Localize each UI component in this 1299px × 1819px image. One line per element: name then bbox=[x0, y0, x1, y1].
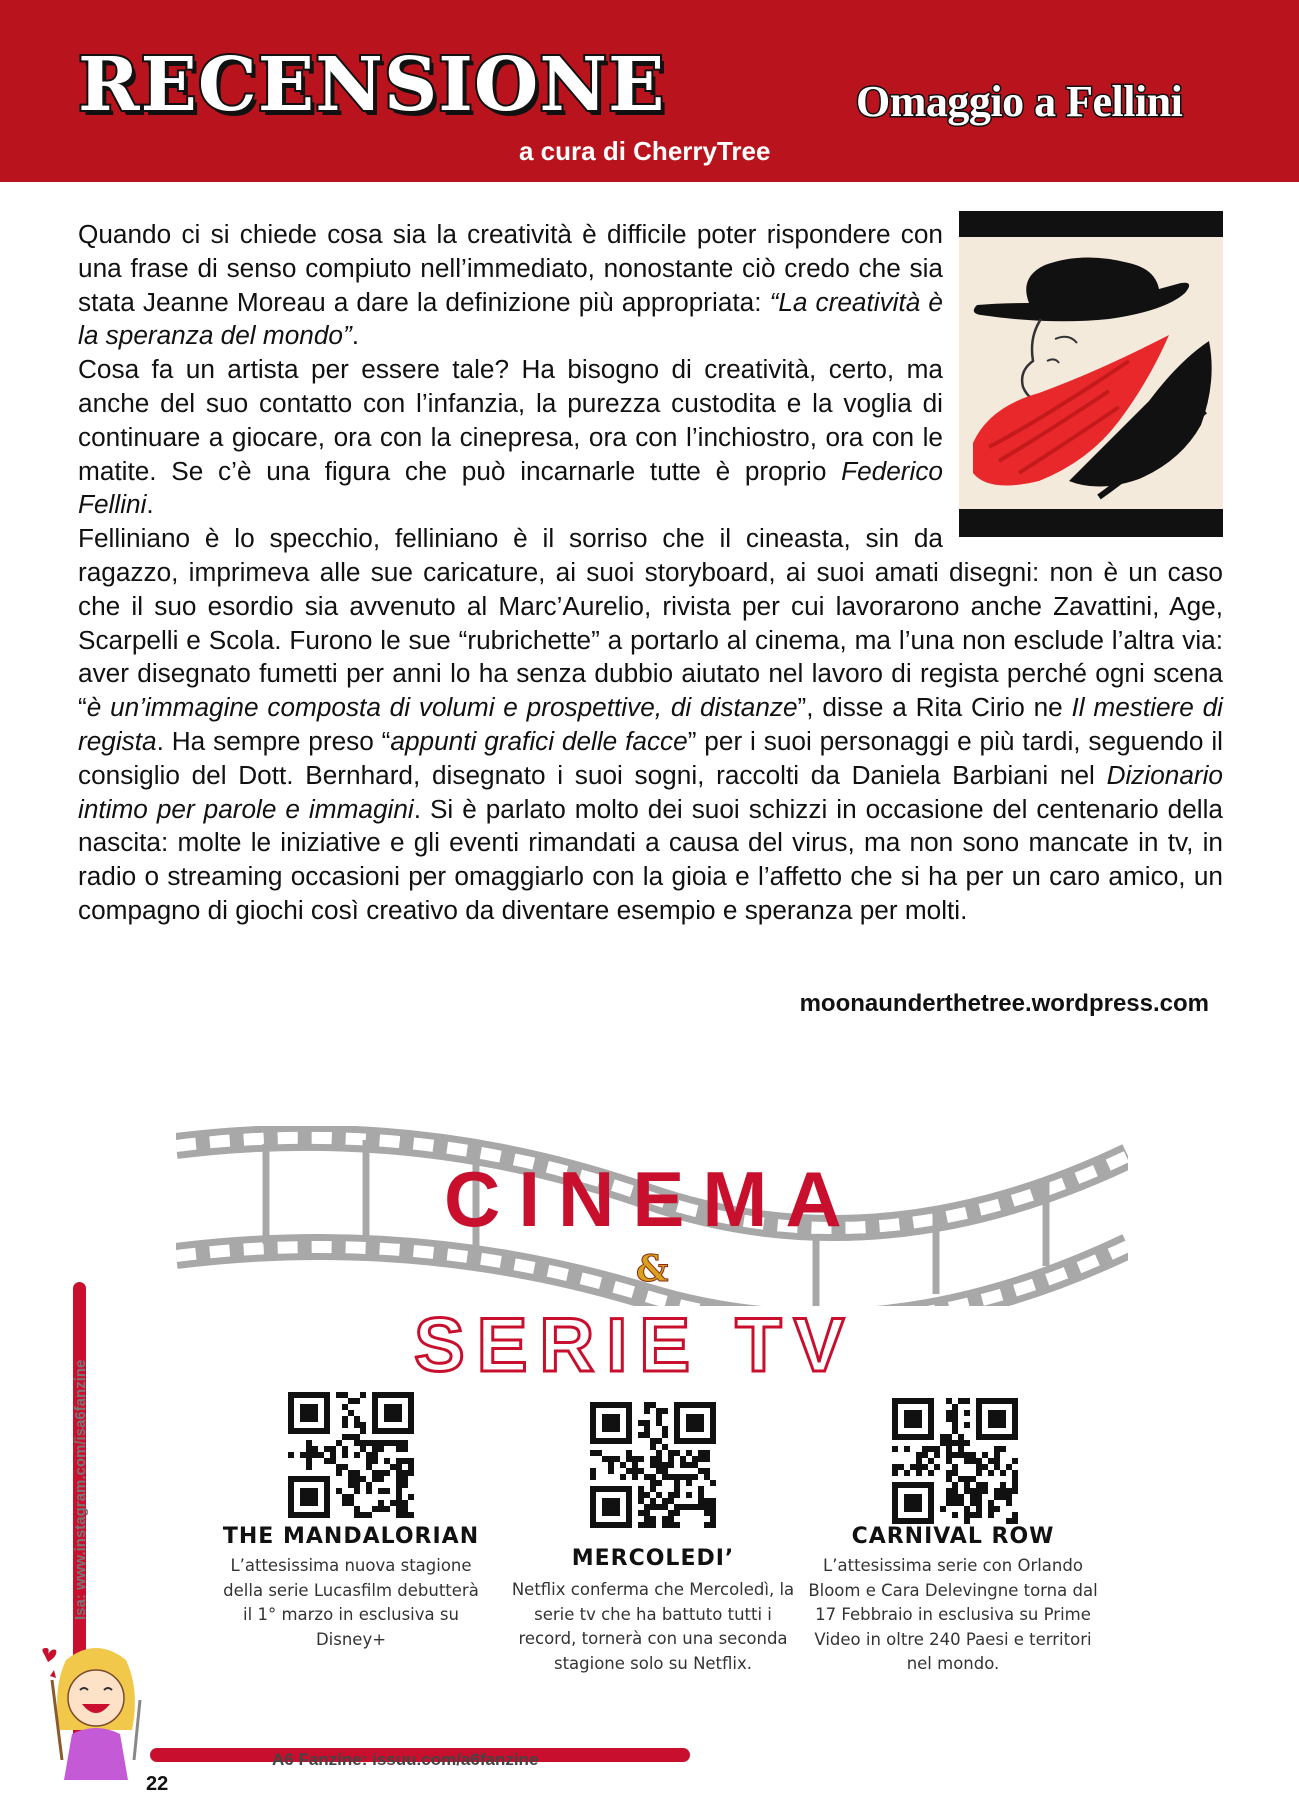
section-title: RECENSIONE bbox=[78, 42, 666, 128]
mascot-illustration bbox=[36, 1640, 156, 1790]
fellini-caricature bbox=[959, 211, 1223, 537]
show-desc-mercoledi: Netflix conferma che Mercoledì, la serie tv che ha battuto tutti i record, tornerà con una seconda stagione solo su Netflix. bbox=[511, 1580, 795, 1673]
qr-code-carnival-row[interactable] bbox=[892, 1398, 1018, 1524]
author-credit: a cura di CherryTree bbox=[519, 136, 771, 166]
show-desc-carnival-row: L’attesissima serie con Orlando Bloom e Cara Delevingne torna dal 17 Febbraio in esclusiva su Prime Video in oltre 240 Paesi e territori nel mondo. bbox=[808, 1556, 1098, 1673]
show-title-carnival-row: CARNIVAL ROW bbox=[851, 1524, 1055, 1549]
serie-tv-heading: SERIE TV bbox=[414, 1303, 857, 1388]
qr-code-mercoledi[interactable] bbox=[590, 1402, 716, 1528]
qr-code-mandalorian[interactable] bbox=[288, 1392, 414, 1518]
blog-link[interactable]: moonaunderthetree.wordpress.com bbox=[799, 990, 1209, 1017]
show-title-mandalorian: THE MANDALORIAN bbox=[222, 1524, 480, 1549]
ampersand: & bbox=[636, 1248, 669, 1290]
article-paragraph: Felliniano è lo specchio, felliniano è il sorriso che il cineasta, sin da ragazzo, imprimeva alle sue caricature, ai suoi storyboard, ai suoi amati disegni: non è un caso che il suo esordio sia avvenuto al Marc’Aurelio, rivista per cui lavorarono anche Zavattini, Age, Scarpelli e Scola. Furono le sue “rubrichette” a portarlo al cinema, ma l’una non esclude l’altra via: aver disegnato fumetti per anni lo ha senza dubbio aiutato nel lavoro di regista perché ogni scena “è un’immagine composta di volumi e prospettive, di distanze”, disse a Rita Cirio ne Il mestiere di regista. Ha sempre preso “appunti grafici delle facce” per i suoi personaggi e più tardi, seguendo il consiglio del Dott. Bernhard, disegnato i suoi sogni, raccolti da Daniela Barbiani nel Dizionario intimo per parole e immagini. Si è parlato molto dei suoi schizzi in occasione del centenario della nascita: molte le iniziative e gli eventi rimandati a causa del virus, ma non sono mancate in tv, in radio o streaming occasioni per omaggiarlo con la gioia e l’affetto che si ha per un caro amico, un compagno di giochi così creativo da diventare esempio e speranza per molti. bbox=[78, 523, 1223, 925]
page-number: 22 bbox=[146, 1773, 169, 1795]
cinema-heading: CINEMA bbox=[444, 1155, 860, 1243]
article-topic: Omaggio a Fellini bbox=[856, 77, 1183, 126]
show-title-mercoledi: MERCOLEDI’ bbox=[571, 1546, 735, 1571]
article-body bbox=[78, 218, 1223, 928]
instagram-credit[interactable]: Isa: www.instagram.com/isa6fanzine bbox=[72, 1359, 89, 1620]
header-banner bbox=[0, 0, 1299, 182]
show-desc-mandalorian: L’attesissima nuova stagione della serie Lucasfilm debutterà il 1° marzo in esclusiva su Disney+ bbox=[223, 1556, 479, 1649]
article-paragraph: Quando ci si chiede cosa sia la creatività è difficile poter rispondere con una frase di senso compiuto nell’immediato, nonostante ciò credo che sia stata Jeanne Moreau a dare la definizione più appropriata: “La creatività è la speranza del mondo”. bbox=[78, 219, 943, 351]
article-paragraph: Cosa fa un artista per essere tale? Ha bisogno di creatività, certo, ma anche del suo contatto con l’infanzia, la purezza custodita e la voglia di continuare a giocare, ora con la cinepresa, ora con l’inchiostro, ora con le matite. Se c’è una figura che può incarnarle tutte è proprio Federico Fellini. bbox=[78, 354, 943, 520]
fanzine-credit[interactable]: A6 Fanzine: issuu.com/a6fanzine bbox=[272, 1750, 539, 1769]
